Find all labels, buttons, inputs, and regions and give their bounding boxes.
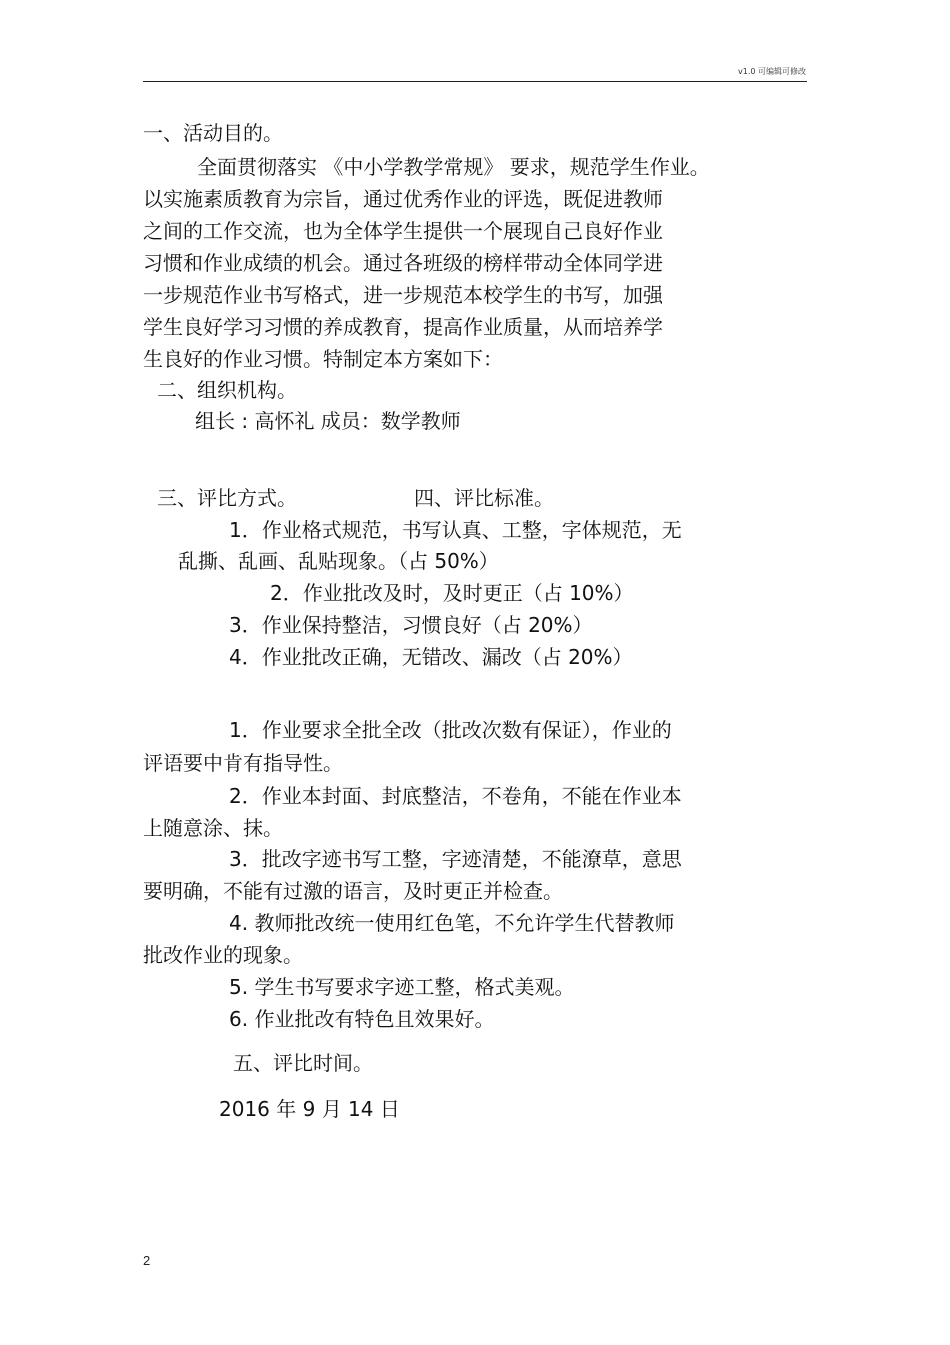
requirement-line: 4. 教师批改统一使用红色笔，不允许学生代替教师 [229, 911, 675, 935]
header-version-note: v1.0 可编辑可修改 [738, 67, 806, 76]
section1-line: 一步规范作业书写格式，进一步规范本校学生的书写，加强 [143, 283, 663, 307]
criteria-item: 3．作业保持整洁，习惯良好（占 20%） [229, 613, 593, 637]
requirement-line: 批改作业的现象。 [143, 943, 303, 967]
requirement-line: 评语要中肯有指导性。 [143, 751, 343, 775]
section1-line: 之间的工作交流，也为全体学生提供一个展现自己良好作业 [143, 219, 663, 243]
section3-title: 三、评比方式。 [157, 486, 297, 510]
requirement-line: 上随意涂、抹。 [143, 816, 283, 840]
section4-title: 四、评比标准。 [414, 486, 554, 510]
section1-line: 学生良好学习习惯的养成教育，提高作业质量，从而培养学 [143, 315, 663, 339]
header-divider [143, 81, 807, 82]
section2-title: 二、组织机构。 [157, 378, 297, 402]
page-number: 2 [143, 1253, 151, 1268]
requirement-line: 5. 学生书写要求字迹工整，格式美观。 [229, 975, 575, 999]
criteria-item: 1．作业格式规范，书写认真、工整，字体规范，无 [229, 518, 682, 542]
section1-line: 生良好的作业习惯。特制定本方案如下： [143, 347, 503, 371]
requirement-line: 1．作业要求全批全改（批改次数有保证），作业的 [229, 718, 672, 742]
requirement-line: 6. 作业批改有特色且效果好。 [229, 1007, 495, 1031]
criteria-item: 4．作业批改正确，无错改、漏改（占 20%） [229, 645, 633, 669]
requirement-line: 3．批改字迹书写工整，字迹清楚，不能潦草，意思 [229, 847, 682, 871]
criteria-item: 乱撕、乱画、乱贴现象。（占 50%） [178, 549, 499, 573]
section1-line: 以实施素质教育为宗旨，通过优秀作业的评选，既促进教师 [143, 187, 663, 211]
criteria-item: 2．作业批改及时，及时更正（占 10%） [270, 581, 634, 605]
requirement-line: 2．作业本封面、封底整洁，不卷角，不能在作业本 [229, 784, 682, 808]
section1-line: 习惯和作业成绩的机会。通过各班级的榜样带动全体同学进 [143, 251, 663, 275]
section1-title: 一、活动目的。 [143, 121, 283, 145]
requirement-line: 要明确，不能有过激的语言，及时更正并检查。 [143, 879, 563, 903]
section5-title: 五、评比时间。 [233, 1051, 373, 1075]
section2-members: 组长 : 高怀礼 成员：数学教师 [195, 409, 461, 433]
section1-line: 全面贯彻落实 《中小学教学常规》 要求，规范学生作业。 [197, 155, 710, 179]
evaluation-date: 2016 年 9 月 14 日 [219, 1097, 400, 1121]
